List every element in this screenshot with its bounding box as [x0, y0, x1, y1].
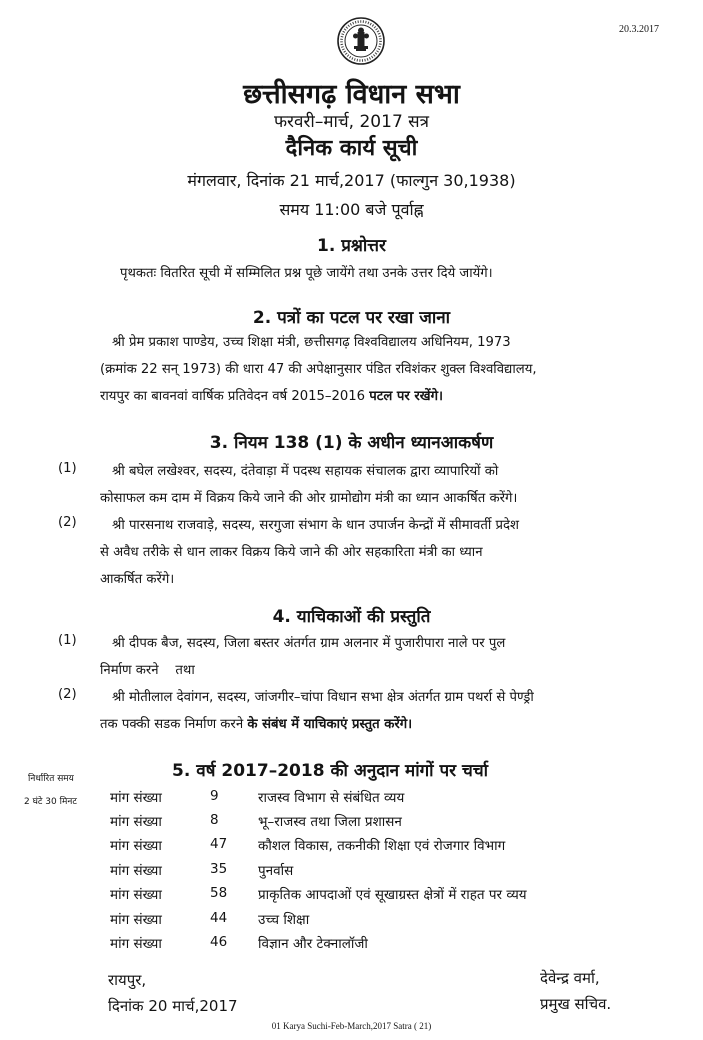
chhattisgarh-vidhan-sabha-emblem-icon [336, 16, 386, 66]
demand-number: 8 [210, 812, 219, 828]
demand-label: मांग संख्या [110, 936, 162, 952]
section-3-item-2-line-2: से अवैध तरीके से धान लाकर विक्रय किये जाने की ओर सहकारिता मंत्री का ध्यान [100, 545, 483, 560]
date-line: मंगलवार, दिनांक 21 मार्च,2017 (फाल्गुन 30,1938) [187, 171, 516, 190]
demand-subject: उच्च शिक्षा [258, 912, 310, 928]
demand-subject: कौशल विकास, तकनीकी शिक्षा एवं रोजगार विभाग [258, 838, 506, 854]
demand-label: मांग संख्या [110, 863, 162, 879]
section-1-text: पृथकतः वितरित सूची में सम्मिलित प्रश्न पूछे जायेंगे तथा उनके उत्तर दिये जायेंगे। [120, 266, 493, 281]
assembly-title: छत्तीसगढ़ विधान सभा [243, 79, 460, 110]
section-4-item-2-line-2-bold: के संबंध में याचिकाएं प्रस्तुत करेंगे। [247, 717, 413, 732]
section-2-line-3 [100, 386, 443, 404]
section-4-heading: 4. याचिकाओं की प्रस्तुति [272, 607, 431, 627]
demand-number: 58 [210, 885, 228, 901]
section-2-line-3-text: रायपुर का बावनवां वार्षिक प्रतिवेदन वर्ष 2015–2016 [100, 389, 366, 404]
allotted-time-value: 2 घंटे 30 मिनट [24, 797, 77, 807]
section-2-line-2: (क्रमांक 22 सन् 1973) की धारा 47 की अपेक्षानुसार पंडित रविशंकर शुक्ल विश्वविद्यालय, [100, 362, 537, 377]
time-line: समय 11:00 बजे पूर्वाह्न [279, 200, 424, 219]
demand-label: मांग संख्या [110, 912, 162, 928]
section-3-item-2-line-3: आकर्षित करेंगे। [100, 572, 175, 587]
signatory-designation: प्रमुख सचिव. [540, 995, 612, 1013]
section-4-item-2-line-2 [100, 714, 412, 732]
section-1-heading: 1. प्रश्नोत्तर [317, 236, 386, 256]
section-3-item-2-line-1: श्री पारसनाथ राजवाड़े, सदस्य, सरगुजा संभाग के धान उपार्जन केन्द्रों में सीमावर्ती प्रदेश [112, 518, 519, 533]
section-4-item-1-line-1: श्री दीपक बैज, सदस्य, जिला बस्तर अंतर्गत ग्राम अलनार में पुजारीपारा नाले पर पुल [112, 636, 506, 651]
demand-label: मांग संख्या [110, 790, 162, 806]
demand-subject: विज्ञान और टेक्नालॉजी [258, 936, 368, 952]
demand-number: 35 [210, 861, 228, 877]
section-2-line-3-bold: पटल पर रखेंगे। [369, 389, 444, 404]
section-4-item-2-num: (2) [58, 687, 77, 702]
signature-date: दिनांक 20 मार्च,2017 [108, 997, 238, 1015]
date-stamp: 20.3.2017 [619, 24, 659, 35]
section-3-item-1-line-2: कोसाफल कम दाम में विक्रय किये जाने की ओर ग्रामोद्योग मंत्री का ध्यान आकर्षित करेंगे। [100, 491, 518, 506]
section-3-heading: 3. नियम 138 (1) के अधीन ध्यानआकर्षण [209, 433, 494, 453]
section-4-item-2-line-1: श्री मोतीलाल देवांगन, सदस्य, जांजगीर–चांपा विधान सभा क्षेत्र अंतर्गत ग्राम पथर्रा से पेण्ड्री [112, 690, 534, 705]
signature-place: रायपुर, [108, 971, 147, 989]
demand-number: 44 [210, 910, 228, 926]
demand-subject: पुनर्वास [258, 863, 294, 879]
section-3-item-1-num: (1) [58, 461, 77, 476]
section-4-item-1-line-2: निर्माण करने तथा [100, 663, 195, 678]
demand-subject: राजस्व विभाग से संबंधित व्यय [258, 790, 405, 806]
footer-filename: 01 Karya Suchi-Feb-March,2017 Satra ( 21) [271, 1021, 432, 1031]
demand-subject: भू–राजस्व तथा जिला प्रशासन [258, 814, 402, 830]
demand-subject: प्राकृतिक आपदाओं एवं सूखाग्रस्त क्षेत्रों में राहत पर व्यय [258, 887, 527, 903]
section-2-line-1: श्री प्रेम प्रकाश पाण्डेय, उच्च शिक्षा मंत्री, छत्तीसगढ़ विश्वविद्यालय अधिनियम, 1973 [112, 335, 511, 350]
document-title: दैनिक कार्य सूची [285, 136, 418, 161]
allotted-time-label: निर्धारित समय [28, 774, 74, 784]
demand-number: 9 [210, 788, 219, 804]
section-5-heading: 5. वर्ष 2017–2018 की अनुदान मांगों पर चर्चा [172, 761, 489, 781]
section-4-item-1-num: (1) [58, 633, 77, 648]
demand-label: मांग संख्या [110, 838, 162, 854]
section-3-item-1-line-1: श्री बघेल लखेश्वर, सदस्य, दंतेवाड़ा में पदस्थ सहायक संचालक द्वारा व्यापारियों को [112, 464, 499, 479]
demand-label: मांग संख्या [110, 814, 162, 830]
demand-label: मांग संख्या [110, 887, 162, 903]
demand-number: 47 [210, 836, 228, 852]
section-2-heading: 2. पत्रों का पटल पर रखा जाना [252, 308, 451, 328]
session-line: फरवरी–मार्च, 2017 सत्र [273, 112, 430, 132]
signatory-name: देवेन्द्र वर्मा, [540, 969, 600, 987]
section-3-item-2-num: (2) [58, 515, 77, 530]
demand-number: 46 [210, 934, 228, 950]
section-4-item-2-line-2-text: तक पक्की सडक निर्माण करने [100, 717, 244, 732]
